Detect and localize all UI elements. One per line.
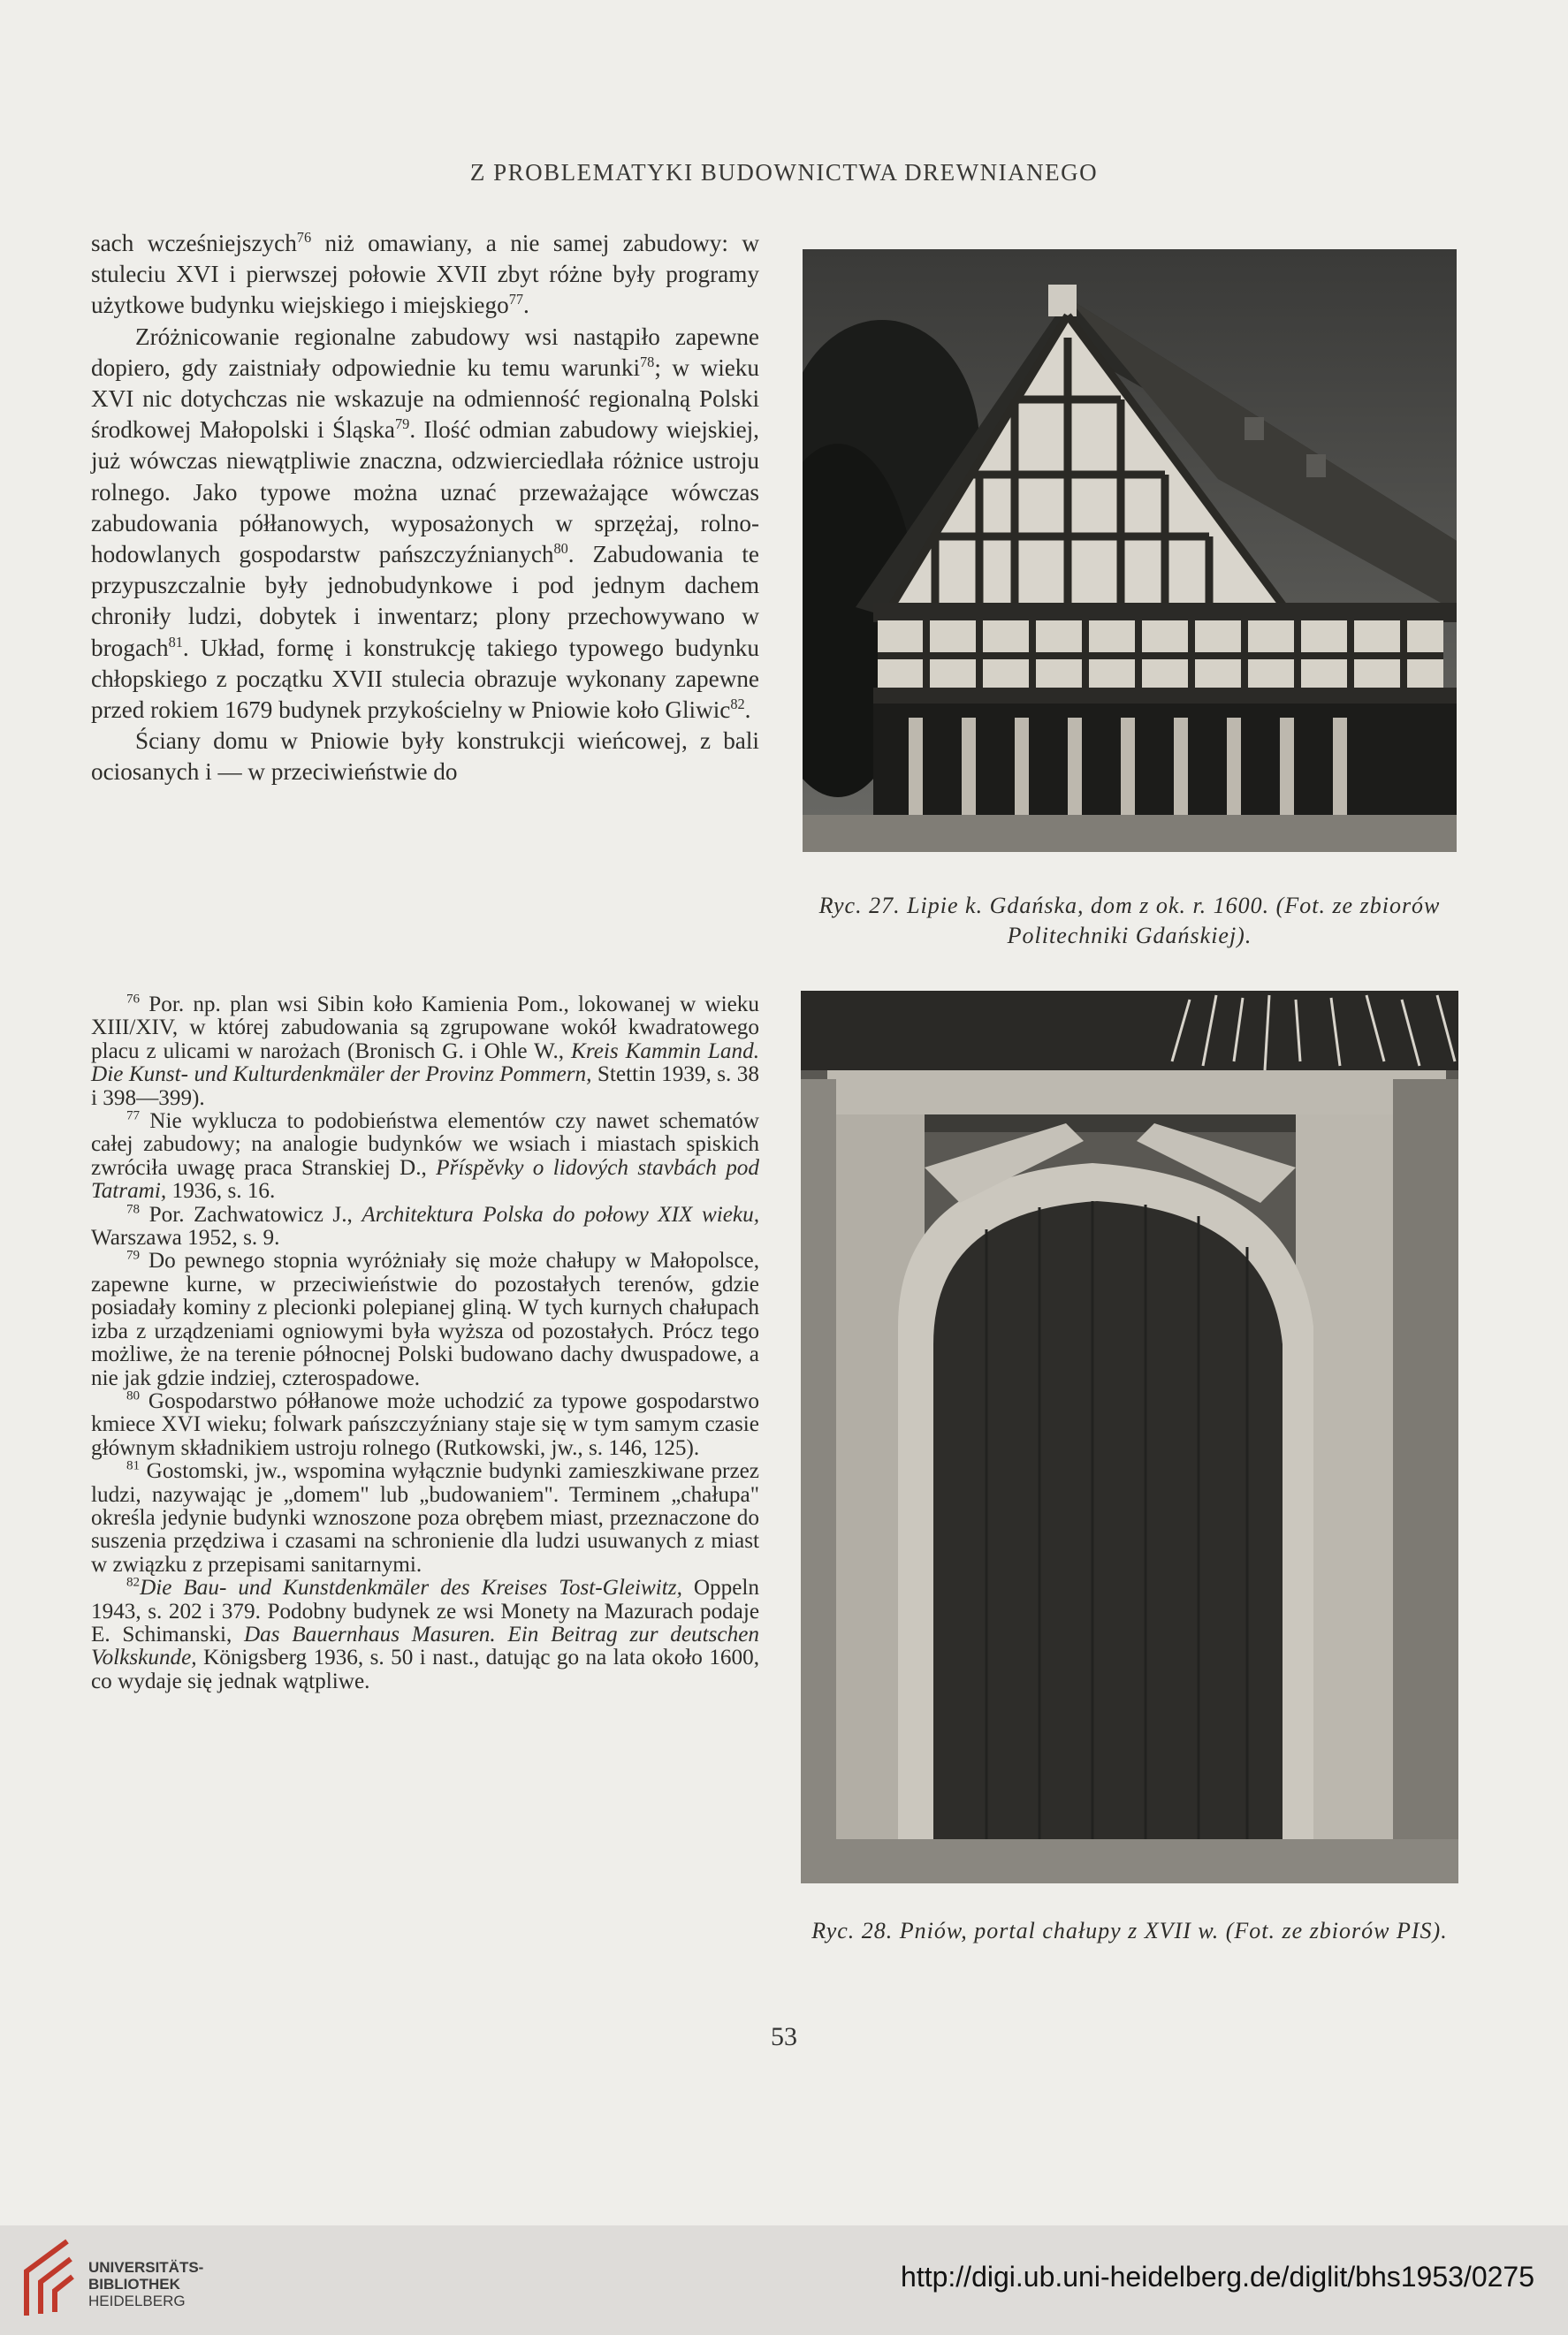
text-run: Oppeln 1943, s. 202 i 379. Podobny budynek ze wsi Monety na Mazurach podaje E. Schimanski, [91, 1576, 759, 1647]
text-run: Zróżnicowanie regionalne zabudowy wsi nastąpiło zapewne dopiero, gdy zaistniały odpowiednie ku temu warunki [91, 323, 759, 381]
text-run: Stettin 1939, s. 38 i 398—399). [91, 1062, 759, 1110]
library-name-line: UNIVERSITÄTS- [88, 2259, 204, 2276]
footnote-77 [91, 1110, 759, 1204]
paragraph-3: Ściany domu w Pniowie były konstrukcji wieńcowej, z bali ociosanych i — w przeciwieństwie do [91, 727, 759, 786]
footnote-number: 77 [126, 1108, 141, 1123]
library-logo-icon [16, 2236, 81, 2321]
text-run: Königsberg 1936, s. 50 i nast., datując go na lata około 1600, co wydaje się jednak wątpliwe. [91, 1646, 759, 1693]
footnote-ref: 80 [553, 539, 568, 557]
text-run: . [744, 696, 751, 724]
italic-title: Die Bau- und Kunstdenkmäler des Kreises Tost-Gleiwitz, [140, 1576, 682, 1601]
italic-title: Das Bauernhaus Masuren. Ein Beitrag zur deutschen Volkskunde, [91, 1622, 759, 1670]
footnote-82 [91, 1577, 759, 1693]
italic-title: Příspěvky o lidových stavbách pod Tatrami, [91, 1155, 759, 1204]
italic-title: Kreis Kammin Land. Die Kunst- und Kulturdenkmäler der Provinz Pommern, [91, 1038, 759, 1087]
footnote-ref: 78 [640, 353, 655, 370]
text-run: Por. np. plan wsi Sibin koło Kamienia Pom., lokowanej w wieku XIII/XIV, w której zabudowania są zgrupowane wokół kwadratowego placu z ulicami w narożach (Bronisch G. i Ohle W., [91, 993, 759, 1063]
text-run: Warszawa 1952, s. 9. [91, 1226, 280, 1251]
footnote-number: 76 [126, 992, 141, 1007]
text-run: Gostomski, jw., wspomina wyłącznie budynki zamieszkiwane przez ludzi, nazywając je „domem" lub „budowaniem". Terminem „chałupa" określa jedynie budynki wznoszone poza obrębem miast, przeznaczone do suszenia przędziwa i czasami na schronienie dla ludzi usuwanych z miast w związku z przepisami sanitarnymi. [91, 1459, 759, 1577]
footnote-number: 79 [126, 1249, 141, 1264]
house-photo-illustration [803, 249, 1457, 852]
text-run: sach wcześniejszych [91, 230, 297, 256]
footnote-ref: 76 [296, 228, 312, 246]
text-run: Nie wyklucza to podobieństwa elementów czy nawet schematów całej zabudowy; na analogie budynków we wsiach i miastach spiskich zwróciła uwagę praca Stranskiej D., [91, 1109, 759, 1180]
italic-title: Architektura Polska do połowy XIX wieku, [362, 1202, 759, 1227]
footnote-76 [91, 993, 759, 1110]
running-title: Z PROBLEMATYKI BUDOWNICTWA DREWNIANEGO [469, 159, 1099, 186]
figure-28-caption: Ryc. 28. Pniów, portal chałupy z XVII w. (Fot. ze zbiorów PIS). [811, 1918, 1448, 1943]
text-run: niż omawiany, a nie samej zabudowy: w stuleciu XVI i pierwszej połowie XVII zbyt różne były programy użytkowe budynku wiejskiego i miejskiego [91, 230, 759, 319]
library-name-line: BIBLIOTHEK [88, 2276, 180, 2293]
figure-28-photo [801, 991, 1458, 1883]
text-run: ; w wieku XVI nic dotychczas nie wskazuje na odmienność regionalną Polski środkowej Małopolski i Śląska [91, 354, 759, 444]
footnote-ref: 79 [395, 415, 410, 433]
text-run: . Układ, formę i konstrukcję takiego typowego budynku chłopskiego z początku XVII stulecia obrazuje wykonany zapewne przed rokiem 1679 budynek przykościelny w Pniowie koło Gliwic [91, 634, 759, 724]
footer-bar [0, 2225, 1568, 2335]
footnote-ref: 82 [730, 695, 745, 712]
text-run: . Zabudowania te przypuszczalnie były jednobudynkowe i pod jednym dachem chroniły ludzi, dobytek i inwentarz; plony przechowywano w brogach [91, 541, 759, 661]
page-number: 53 [771, 2022, 797, 2051]
paragraph-2 [91, 322, 759, 726]
footnote-number: 78 [126, 1202, 141, 1217]
library-name-line: HEIDELBERG [88, 2293, 186, 2309]
text-run: . Ilość odmian zabudowy wiejskiej, już wówczas niewątpliwie znaczna, odzwierciedlała różnice ustroju rolnego. Jako typowe można uznać przeważające wówczas zabudowania półłanowych, wyposażonych w sprzężaj, rolno-hodowlanych gospodarstw pańszczyźnianych [91, 416, 759, 568]
footnote-ref: 81 [168, 633, 183, 650]
source-url-link[interactable]: http://digi.ub.uni-heidelberg.de/diglit/bhs1953/0275 [901, 2261, 1534, 2293]
footnote-number: 81 [126, 1458, 141, 1473]
paragraph-1 [91, 228, 759, 322]
footnote-81 [91, 1460, 759, 1577]
figure-27-caption: Ryc. 27. Lipie k. Gdańska, dom z ok. r. 1600. (Fot. ze zbiorów Politechniki Gdańskiej). [818, 893, 1441, 948]
portal-photo-illustration [801, 991, 1458, 1883]
footnote-79 [91, 1250, 759, 1389]
figure-27-photo [803, 249, 1457, 852]
main-text-column [91, 228, 759, 788]
library-name [88, 2259, 203, 2309]
text-run: . [523, 292, 529, 319]
footnote-ref: 77 [508, 291, 524, 308]
footnotes [91, 993, 759, 1693]
footnote-80 [91, 1390, 759, 1460]
footnote-number: 82 [126, 1575, 141, 1590]
text-run: Gospodarstwo półłanowe może uchodzić za typowe gospodarstwo kmiece XVI wieku; folwark pańszczyźniany staje się w tym samym czasie głównym składnikiem ustroju rolnego (Rutkowski, jw., s. 146, 125). [91, 1388, 759, 1460]
footnote-78 [91, 1204, 759, 1251]
footnote-number: 80 [126, 1388, 141, 1403]
text-run: 1936, s. 16. [166, 1179, 276, 1204]
text-run: Por. Zachwatowicz J., [140, 1202, 362, 1227]
text-run: Do pewnego stopnia wyróżniały się może chałupy w Małopolsce, zapewne kurne, w przeciwieństwie do pozostałych terenów, gdzie posiadały kominy z plecionki polepianej gliną. W tych kurnych chałupach izba z urządzeniami ogniowymi była wyższa od pozostałych. Prócz tego możliwe, że na terenie północnej Polski budowano dachy dwuspadowe, a nie jak gdzie indziej, czterospadowe. [91, 1249, 759, 1390]
